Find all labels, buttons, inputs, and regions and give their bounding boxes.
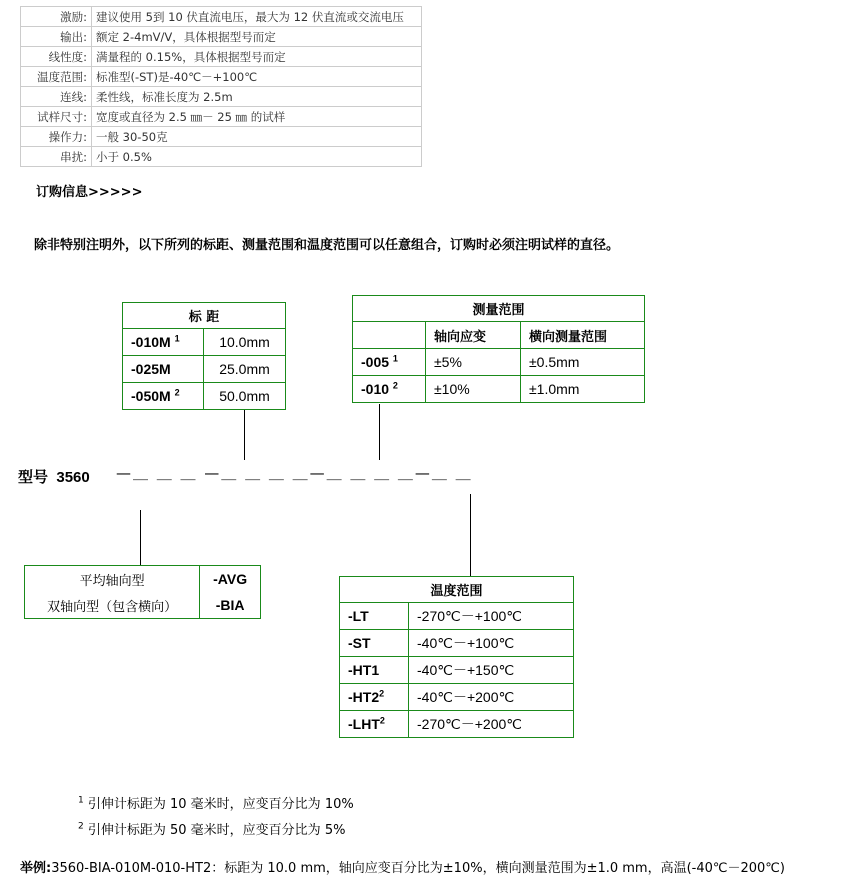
spec-row — [21, 127, 422, 147]
range-transverse: ±1.0mm — [521, 376, 645, 403]
example-text: 3560-BIA-010M-010-HT2：标距为 10.0 mm，轴向应变百分比为±10%，横向测量范围为±1.0 mm，高温(-40℃－200℃) — [51, 861, 785, 876]
spec-table — [20, 6, 422, 167]
type-code: -BIA — [200, 592, 261, 619]
spec-label: 温度范围: — [21, 67, 92, 87]
table-row — [340, 711, 574, 738]
type-name: 双轴向型（包含横向） — [25, 592, 200, 619]
range-axial: ±5% — [426, 349, 521, 376]
gauge-value: 25.0mm — [204, 356, 286, 383]
spec-label: 操作力: — [21, 127, 92, 147]
spec-row — [21, 27, 422, 47]
combination-note: 除非特别注明外，以下所列的标距、测量范围和温度范围可以任意组合，订购时必须注明试样的直径。 — [34, 238, 620, 253]
spec-label: 输出: — [21, 27, 92, 47]
range-code: -005 $^1$ — [353, 349, 426, 376]
measuring-range-table — [352, 295, 645, 403]
range-code: -010 $^2$ — [353, 376, 426, 403]
gauge-code: -025M — [123, 356, 204, 383]
order-info-heading: 订购信息>>>>> — [36, 185, 143, 200]
table-row — [353, 376, 645, 403]
spec-row — [21, 107, 422, 127]
spec-label: 激励: — [21, 7, 92, 27]
temp-code: -LT — [340, 603, 409, 630]
type-code: -AVG — [200, 566, 261, 593]
temp-connector-line — [470, 494, 471, 576]
table-row — [123, 383, 286, 410]
footnote-2: $^2$ 引伸计标距为 50 毫米时，应变百分比为 5% — [78, 821, 346, 838]
range-title: 测量范围 — [353, 296, 645, 322]
spec-label: 连线: — [21, 87, 92, 107]
temp-value: -270℃－+200℃ — [409, 711, 574, 738]
gauge-code: -010M $^1$ — [123, 329, 204, 356]
gauge-value: 10.0mm — [204, 329, 286, 356]
footnote-1: $^1$ 引伸计标距为 10 毫米时，应变百分比为 10% — [78, 795, 354, 812]
temp-code: -LHT$^2$ — [340, 711, 409, 738]
range-axial-header: 轴向应变 — [426, 322, 521, 349]
spec-value: 标准型(-ST)是-40℃－+100℃ — [92, 67, 422, 87]
spec-row — [21, 67, 422, 87]
gauge-connector-line — [244, 410, 245, 460]
example-label: 举例: — [20, 861, 52, 876]
spec-value: 满量程的 0.15%，具体根据型号而定 — [92, 47, 422, 67]
spec-value: 额定 2-4mV/V，具体根据型号而定 — [92, 27, 422, 47]
spec-label: 串扰: — [21, 147, 92, 167]
spec-value: 小于 0.5% — [92, 147, 422, 167]
spec-row — [21, 47, 422, 67]
table-row — [353, 322, 645, 349]
spec-row — [21, 7, 422, 27]
table-row — [340, 603, 574, 630]
table-row — [25, 566, 261, 593]
extensometer-type-table — [24, 565, 261, 619]
spec-value: 一般 30-50克 — [92, 127, 422, 147]
table-row — [25, 592, 261, 619]
model-code-blanks: —＿ ＿ ＿ —＿ ＿ ＿ ＿—＿ ＿ ＿ ＿—＿ ＿ — [116, 464, 473, 482]
spec-value: 柔性线，标准长度为 2.5m — [92, 87, 422, 107]
temp-value: -40℃－+150℃ — [409, 657, 574, 684]
temp-code: $-HT2^2$ — [340, 684, 409, 711]
spec-value: 宽度或直径为 2.5 ㎜－ 25 ㎜ 的试样 — [92, 107, 422, 127]
range-axial: ±10% — [426, 376, 521, 403]
spec-value: 建议使用 5到 10 伏直流电压，最大为 12 伏直流或交流电压 — [92, 7, 422, 27]
type-connector-line — [140, 510, 141, 566]
range-empty-header — [353, 322, 426, 349]
temp-value: -40℃－+100℃ — [409, 630, 574, 657]
temp-code: -HT1 — [340, 657, 409, 684]
model-label: 型号 3560 — [18, 469, 90, 486]
temp-code: -ST — [340, 630, 409, 657]
spec-label: 试样尺寸: — [21, 107, 92, 127]
range-transverse: ±0.5mm — [521, 349, 645, 376]
table-row — [340, 657, 574, 684]
table-row — [340, 630, 574, 657]
order-example — [20, 857, 785, 876]
table-row — [340, 684, 574, 711]
spec-label: 线性度: — [21, 47, 92, 67]
temperature-range-table — [339, 576, 574, 738]
spec-row — [21, 87, 422, 107]
gauge-code: -050M $^2$ — [123, 383, 204, 410]
gauge-length-table — [122, 302, 286, 410]
range-connector-line — [379, 404, 380, 460]
table-row — [353, 349, 645, 376]
gauge-title: 标 距 — [123, 303, 286, 329]
table-row — [123, 329, 286, 356]
type-name: 平均轴向型 — [25, 566, 200, 593]
range-transverse-header: 横向测量范围 — [521, 322, 645, 349]
gauge-value: 50.0mm — [204, 383, 286, 410]
temp-value: -270℃－+100℃ — [409, 603, 574, 630]
table-row — [123, 356, 286, 383]
temp-value: -40℃－+200℃ — [409, 684, 574, 711]
spec-row — [21, 147, 422, 167]
temp-title: 温度范围 — [340, 577, 574, 603]
